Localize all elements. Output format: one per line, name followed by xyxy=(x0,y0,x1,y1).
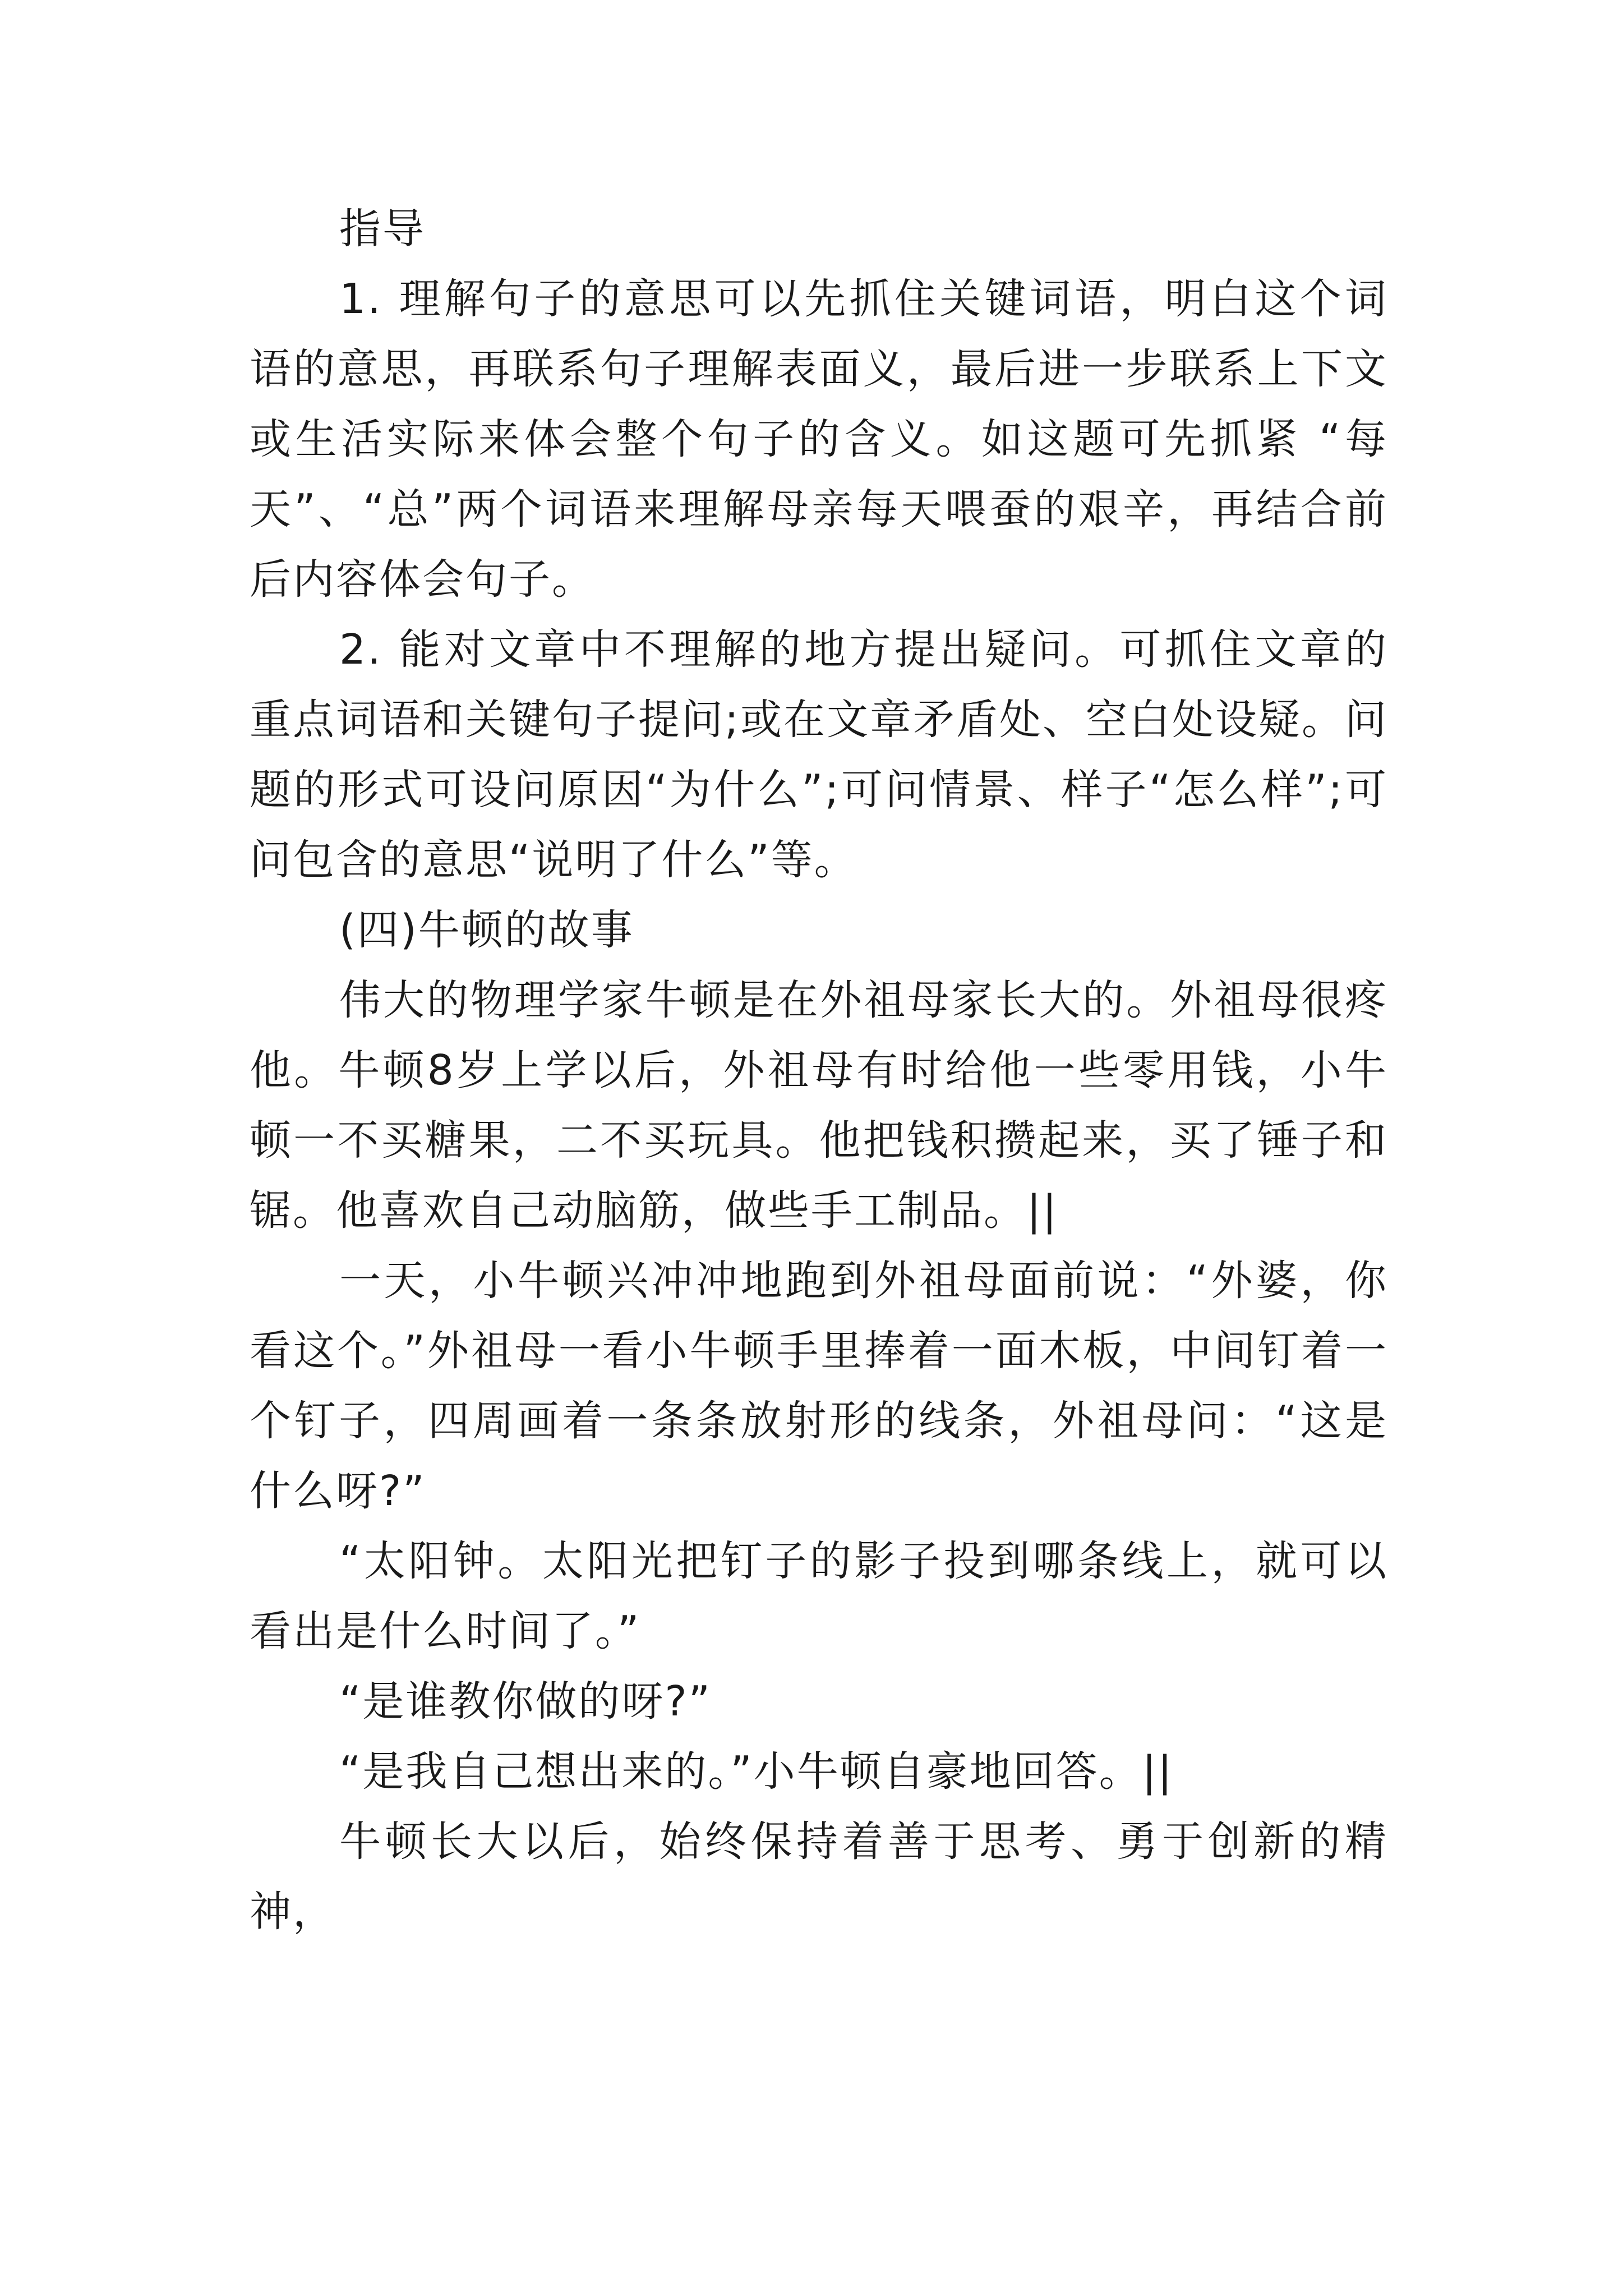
guidance-point-2: 2. 能对文章中不理解的地方提出疑问。可抓住文章的重点词语和关键句子提问;或在文章矛盾处、空白处设疑。问题的形式可设问原因“为什么”;可问情景、样子“怎么样”;可问包含的意思“说明了什么”等。 xyxy=(250,625,1388,884)
section-heading-guidance: 指导 xyxy=(339,205,426,253)
story-paragraph: 伟大的物理学家牛顿是在外祖母家长大的。外祖母很疼他。牛顿8岁上学以后，外祖母有时给他一些零用钱，小牛顿一不买糖果，二不买玩具。他把钱积攒起来，买了锤子和锯。他喜欢自己动脑筋，做些手工制品。|| xyxy=(250,976,1388,1235)
story-title: (四)牛顿的故事 xyxy=(339,906,634,954)
story-dialogue: “是谁教你做的呀?” xyxy=(339,1677,712,1726)
story-dialogue: “是我自己想出来的。”小牛顿自豪地回答。|| xyxy=(339,1747,1174,1796)
guidance-point-1: 1. 理解句子的意思可以先抓住关键词语，明白这个词语的意思，再联系句子理解表面义，最后进一步联系上下文或生活实际来体会整个句子的含义。如这题可先抓紧 “每天”、“总”两个词语来理解母亲每天喂蚕的艰辛，再结合前后内容体会句子。 xyxy=(250,275,1388,604)
story-paragraph: 一天，小牛顿兴冲冲地跑到外祖母面前说：“外婆，你看这个。”外祖母一看小牛顿手里捧着一面木板，中间钉着一个钉子，四周画着一条条放射形的线条，外祖母问：“这是什么呀?” xyxy=(250,1257,1388,1515)
document-body xyxy=(250,194,1388,1947)
story-dialogue: “太阳钟。太阳光把钉子的影子投到哪条线上，就可以看出是什么时间了。” xyxy=(250,1537,1388,1655)
story-paragraph: 牛顿长大以后，始终保持着善于思考、勇于创新的精神， xyxy=(250,1818,1388,1936)
